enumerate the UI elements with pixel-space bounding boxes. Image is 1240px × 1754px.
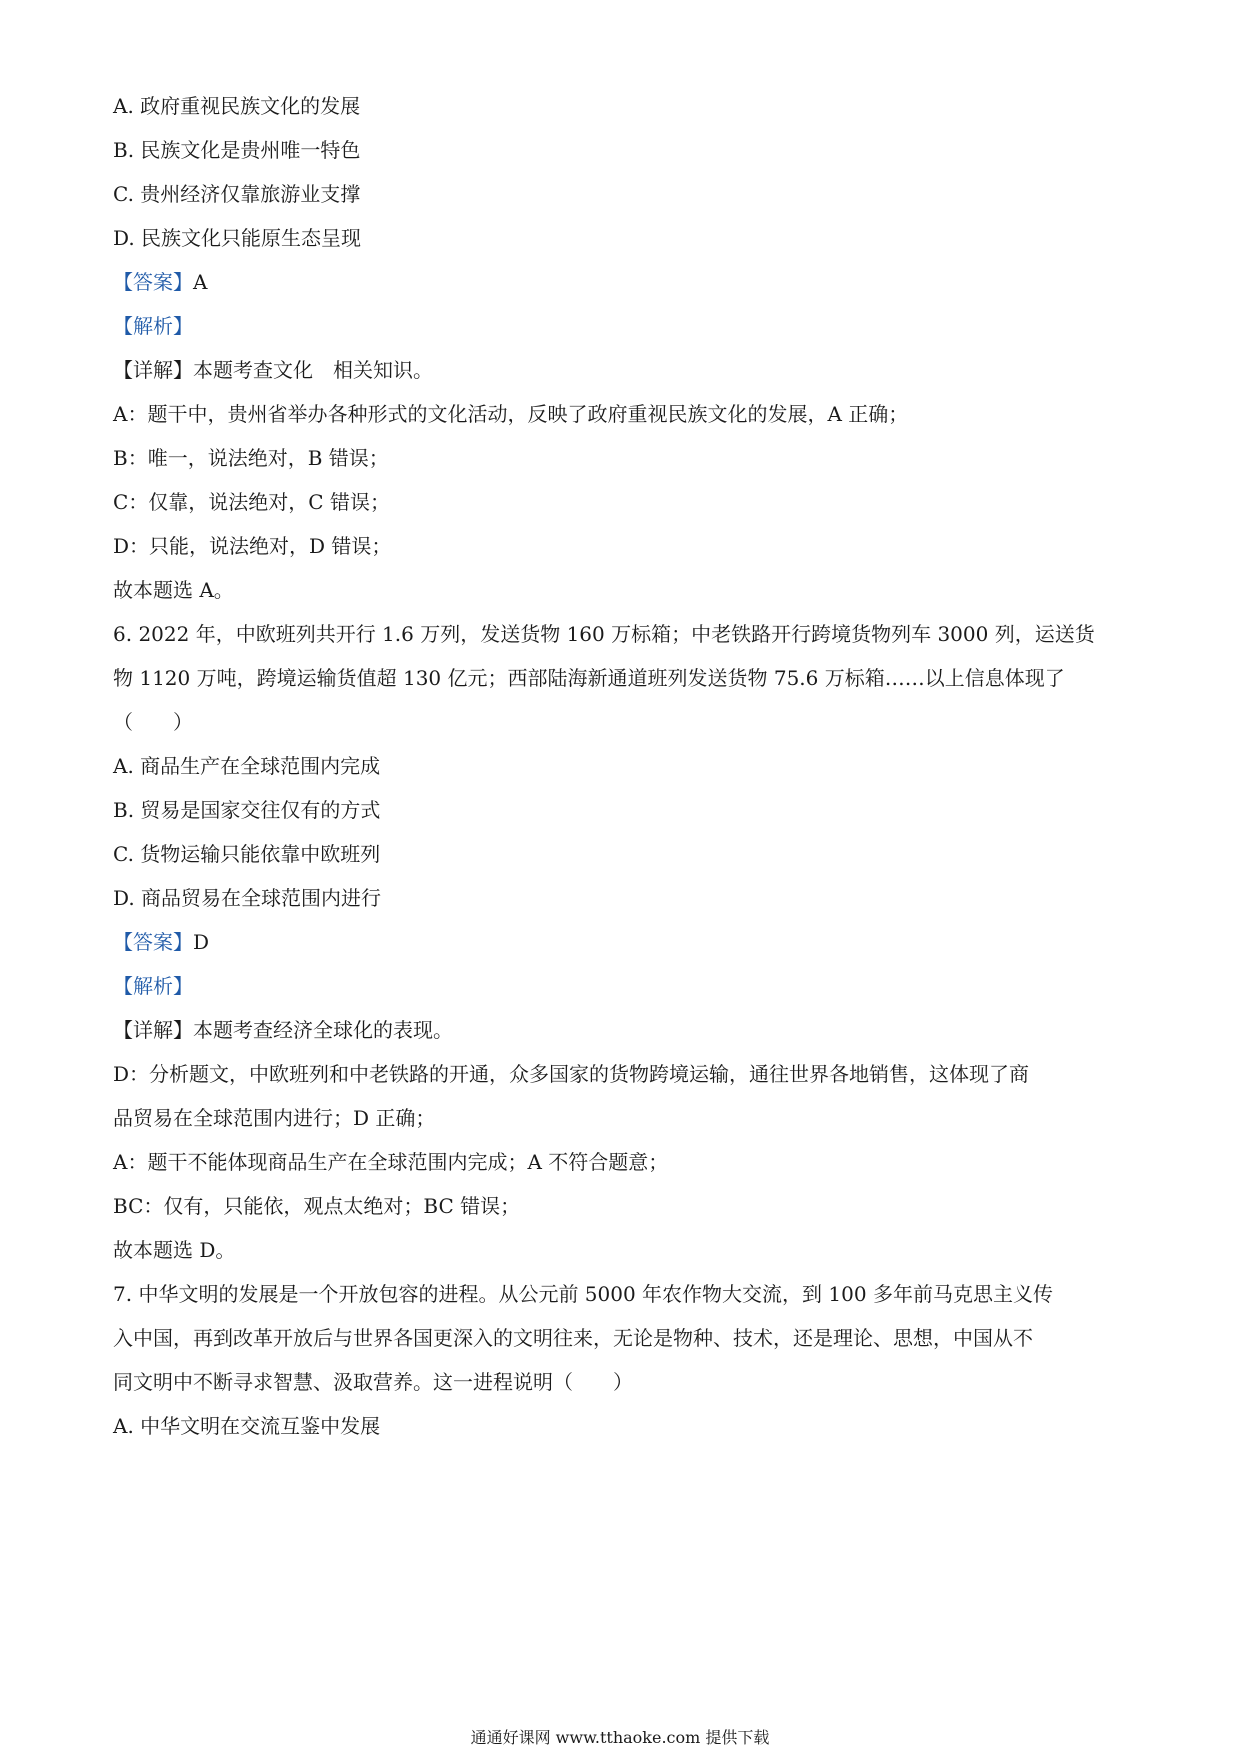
q6-option-c: C. 货物运输只能依靠中欧班列 [113, 842, 381, 866]
q6-analysis-heading [113, 972, 193, 1000]
q7-stem-line-1: 7. 中华文明的发展是一个开放包容的进程。从公元前 5000 年农作物大交流，到 100 多年前马克思主义传 [113, 1282, 1053, 1306]
analysis-tag: 【解析】 [113, 974, 193, 998]
detail-tag: 【详解】 [113, 1018, 193, 1042]
q5-option-b: B. 民族文化是贵州唯一特色 [113, 138, 361, 162]
q6-explanation-line-4: BC：仅有，只能依，观点太绝对；BC 错误； [113, 1194, 521, 1218]
page-footer: 通通好课网 www.tthaoke.com 提供下载 [470, 1728, 770, 1747]
detail-tag: 【详解】 [113, 358, 193, 382]
q6-option-d: D. 商品贸易在全球范围内进行 [113, 886, 382, 910]
q6-explanation-line-1: D：分析题文，中欧班列和中老铁路的开通，众多国家的货物跨境运输，通往世界各地销售，这体现了商 [113, 1062, 1030, 1086]
q5-analysis-heading [113, 312, 193, 340]
analysis-tag: 【解析】 [113, 314, 193, 338]
q7-option-a: A. 中华文明在交流互鉴中发展 [113, 1414, 381, 1438]
answer-value: D [193, 930, 210, 954]
answer-tag: 【答案】 [113, 930, 193, 954]
q5-option-a: A. 政府重视民族文化的发展 [113, 94, 361, 118]
q6-stem-line-2: 物 1120 万吨，跨境运输货值超 130 亿元；西部陆海新通道班列发送货物 75.6 万标箱……以上信息体现了 [113, 666, 1065, 690]
q6-explanation-line-2: 品贸易在全球范围内进行；D 正确； [113, 1106, 436, 1130]
answer-tag: 【答案】 [113, 270, 193, 294]
q6-option-a: A. 商品生产在全球范围内完成 [113, 754, 381, 778]
answer-value: A [193, 270, 208, 294]
q6-stem-line-1: 6. 2022 年，中欧班列共开行 1.6 万列，发送货物 160 万标箱；中老铁路开行跨境货物列车 3000 列，运送货 [113, 622, 1095, 646]
q6-stem-line-3: （ ） [113, 710, 193, 734]
detail-intro: 本题考查经济全球化的表现。 [193, 1018, 453, 1042]
q6-explanation-line-3: A：题干不能体现商品生产在全球范围内完成；A 不符合题意； [113, 1150, 669, 1174]
q5-explanation-b: B：唯一，说法绝对，B 错误； [113, 446, 389, 470]
q5-option-c: C. 贵州经济仅靠旅游业支撑 [113, 182, 361, 206]
q5-explanation-a: A：题干中，贵州省举办各种形式的文化活动，反映了政府重视民族文化的发展，A 正确； [113, 402, 909, 426]
q5-option-d: D. 民族文化只能原生态呈现 [113, 226, 362, 250]
q7-stem-line-2: 入中国，再到改革开放后与世界各国更深入的文明往来，无论是物种、技术，还是理论、思想，中国从不 [113, 1326, 1033, 1350]
q5-explanation-d: D：只能，说法绝对，D 错误； [113, 534, 392, 558]
q6-conclusion: 故本题选 D。 [113, 1238, 236, 1262]
q5-explanation-c: C：仅靠，说法绝对，C 错误； [113, 490, 390, 514]
q5-answer [113, 268, 207, 296]
q6-answer [113, 928, 209, 956]
q6-option-b: B. 贸易是国家交往仅有的方式 [113, 798, 381, 822]
q5-conclusion: 故本题选 A。 [113, 578, 234, 602]
q5-detail [113, 356, 433, 384]
q6-detail [113, 1016, 453, 1044]
q7-stem-line-3: 同文明中不断寻求智慧、汲取营养。这一进程说明（ ） [113, 1370, 633, 1394]
detail-intro: 本题考查文化 相关知识。 [193, 358, 433, 382]
